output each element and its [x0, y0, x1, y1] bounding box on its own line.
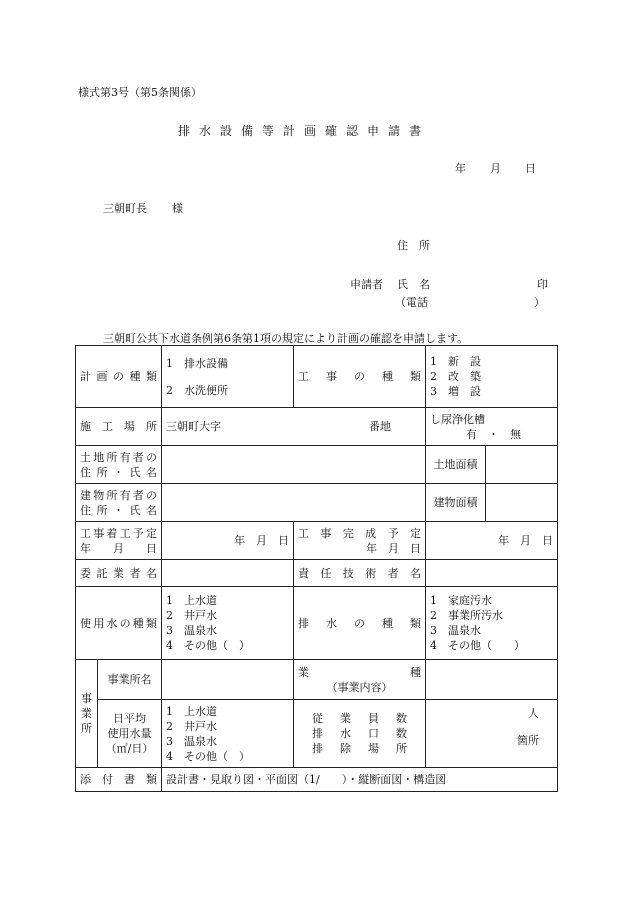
attach-label-cell: 添付書類 [76, 768, 162, 792]
row-land-owner [76, 446, 558, 484]
row-site [76, 408, 558, 446]
row-business-name [76, 660, 558, 700]
start-date-value[interactable]: 年 月 日 [162, 522, 294, 560]
statement: 三朝町公共下水道条例第6条第1項の規定により計画の確認を申請します。 [103, 332, 469, 345]
phone-close: ） [534, 296, 545, 309]
business-label-cell: 事 業 所 [76, 660, 98, 768]
name-label: 氏 名 [397, 278, 430, 291]
work-type-options[interactable]: 1 新 設 2 改 築 3 増 設 [426, 346, 558, 408]
row-attachments [76, 768, 558, 792]
contractor-label-cell: 委託業者名 [76, 560, 162, 587]
septic-cell[interactable]: し尿浄化槽 有 ・ 無 [426, 408, 558, 446]
site-value[interactable]: 三朝町大字 番地 [162, 408, 426, 446]
water-source-options[interactable]: 1 上水道 2 井戸水 3 温泉水 4 その他（ ） [162, 587, 294, 660]
engineer-value[interactable] [426, 560, 558, 587]
addressee: 三朝町長 [103, 202, 147, 215]
form-number: 様式第3号（第5条関係） [78, 86, 202, 99]
date-year: 年 [455, 162, 466, 175]
row-daily-water [76, 700, 558, 768]
date-day: 日 [525, 162, 536, 175]
business-name-label: 事業所名 [98, 660, 162, 700]
site-label-cell: 施工場所 [76, 408, 162, 446]
contractor-value[interactable] [162, 560, 294, 587]
drain-type-label-cell: 排水の種類 [294, 587, 426, 660]
row-contractor [76, 560, 558, 587]
complete-date-value[interactable]: 年 月 日 [426, 522, 558, 560]
row-plan-type [76, 346, 558, 408]
land-area-value[interactable] [486, 446, 558, 484]
complete-label-cell: 工事完成予定 年 月 日 [294, 522, 426, 560]
work-type-label-cell: 工事の種類 [294, 346, 426, 408]
start-label-cell: 工事着工予定 年 月 日 [76, 522, 162, 560]
application-table [75, 345, 558, 792]
applicant-label: 申請者 [350, 278, 383, 291]
daily-water-label-cell: 日平均 使用水量 （㎥/日） [98, 700, 162, 768]
building-area-value[interactable] [486, 484, 558, 522]
address-label: 住 所 [397, 239, 430, 252]
land-owner-label-cell: 土地所有者の 住所・氏名 [76, 446, 162, 484]
water-source-label-cell: 使用水の種類 [76, 587, 162, 660]
plan-type-label-cell: 計画の種類 [76, 346, 162, 408]
staff-values-cell[interactable]: 人 箇所 [426, 700, 558, 768]
land-area-label: 土地面積 [426, 446, 486, 484]
attach-value: 設計書・見取り図・平面図（1/ ）・縦断面図・構造図 [162, 768, 558, 792]
business-name-value[interactable] [162, 660, 294, 700]
page-title: 排水設備等計画確認申請書 [178, 124, 431, 138]
building-owner-value[interactable] [162, 484, 426, 522]
engineer-label-cell: 責任技術者名 [294, 560, 426, 587]
seal-mark: 印 [537, 278, 548, 291]
building-owner-label-cell: 建物所有者の 住所・氏名 [76, 484, 162, 522]
daily-water-options[interactable]: 1 上水道 2 井戸水 3 温泉水 4 その他（ ） [162, 700, 294, 768]
row-schedule [76, 522, 558, 560]
date-month: 月 [490, 162, 501, 175]
land-owner-value[interactable] [162, 446, 426, 484]
row-building-owner [76, 484, 558, 522]
honorific: 様 [172, 202, 183, 215]
plan-type-options[interactable]: 1 排水設備 2 水洗便所 [162, 346, 294, 408]
row-water [76, 587, 558, 660]
industry-value[interactable] [426, 660, 558, 700]
building-area-label: 建物面積 [426, 484, 486, 522]
industry-label-cell: 業 種 （事業内容） [294, 660, 426, 700]
drain-type-options[interactable]: 1 家庭汚水 2 事業所汚水 3 温泉水 4 その他（ ） [426, 587, 558, 660]
staff-labels-cell: 従業員数 排水口数 排除場所 [294, 700, 426, 768]
phone-label: （電話 [395, 296, 428, 309]
